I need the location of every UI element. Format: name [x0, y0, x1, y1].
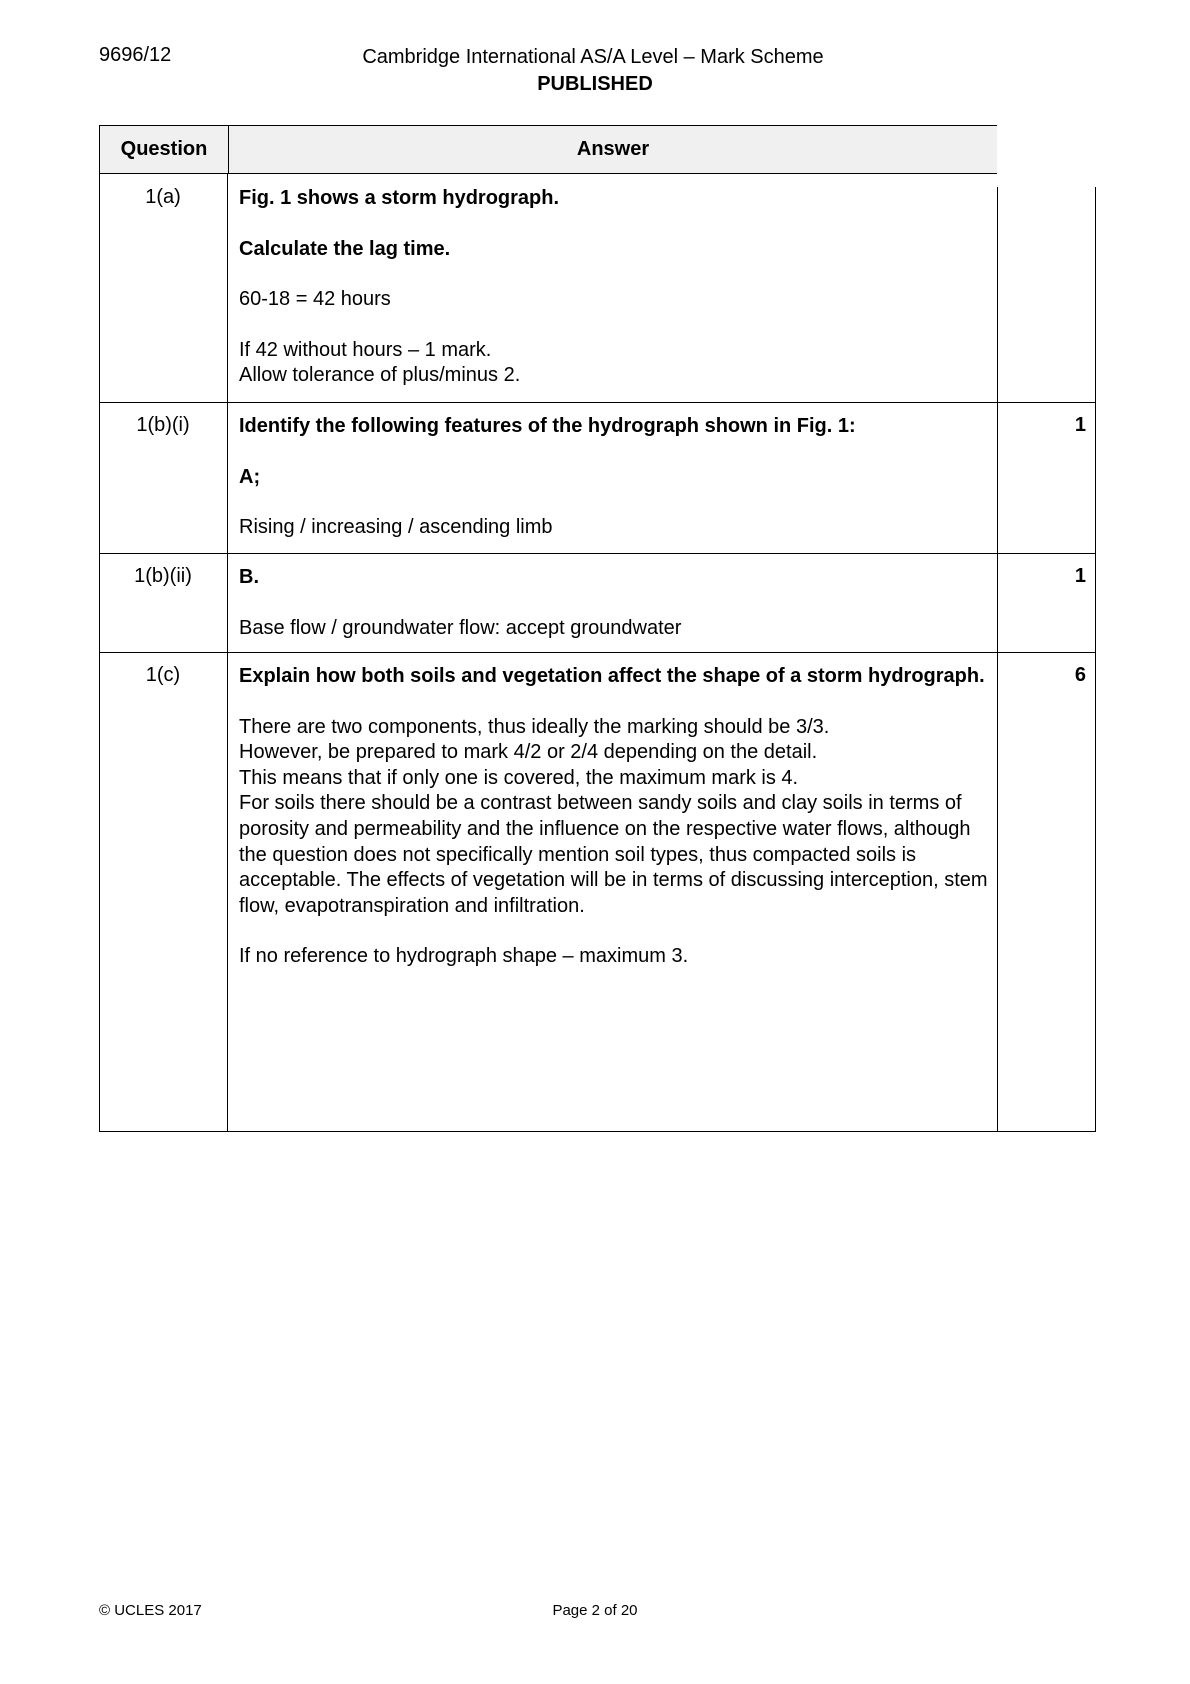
answer-line: Fig. 1 shows a storm hydrograph.	[239, 187, 560, 209]
column-header-question: Question	[100, 126, 229, 173]
header-title: Cambridge International AS/A Level – Mark Scheme	[362, 46, 824, 68]
column-header-answer: Answer	[576, 138, 650, 160]
table-row	[99, 553, 1096, 652]
table-header-row	[99, 125, 997, 174]
marks-cell: 1	[1074, 565, 1086, 587]
answer-line: Rising / increasing / ascending limb	[239, 516, 553, 539]
marks-cell: 6	[1074, 664, 1086, 686]
answer-line: There are two components, thus ideally the marking should be 3/3.	[239, 715, 830, 738]
question-number: 1(a)	[145, 186, 181, 208]
marks-cell: 1	[1074, 414, 1086, 436]
answer-line: If 42 without hours – 1 mark.	[239, 338, 492, 361]
answer-line: Base flow / groundwater flow: accept groundwater	[239, 616, 682, 639]
answer-line: This means that if only one is covered, the maximum mark is 4.	[239, 766, 799, 789]
footer-copyright: © UCLES 2017	[99, 1602, 202, 1619]
answer-line: 60-18 = 42 hours	[239, 288, 391, 311]
answer-cell	[239, 186, 989, 389]
question-number: 1(b)(ii)	[134, 565, 192, 587]
answer-cell	[239, 565, 989, 641]
question-number: 1(b)(i)	[136, 414, 190, 436]
answer-line: Calculate the lag time.	[239, 237, 451, 260]
answer-cell	[239, 414, 989, 541]
answer-line: Allow tolerance of plus/minus 2.	[239, 364, 521, 387]
answer-line: A;	[239, 465, 261, 488]
table-row	[99, 174, 1096, 402]
header-title-block	[0, 44, 1190, 98]
answer-line: For soils there should be a contrast between sandy soils and clay soils in terms of porosity and permeability and the influence on the respective water flows, although the question does not specifically mention soil types, thus compacted soils is acceptable. The effects of vegetation will be in terms of discussing interception, stem flow, evapotranspiration and infiltration.	[239, 792, 988, 917]
answer-line: Identify the following features of the hydrograph shown in Fig. 1:	[239, 415, 856, 437]
answer-line: B.	[239, 566, 259, 588]
answer-cell	[239, 664, 989, 970]
footer-page-number: Page 2 of 20	[552, 1602, 638, 1619]
table-bottom-border	[99, 1131, 1096, 1132]
question-number: 1(c)	[145, 664, 181, 686]
header-code: 9696/12	[99, 44, 172, 66]
answer-line: If no reference to hydrograph shape – maximum 3.	[239, 945, 689, 968]
table-row	[99, 652, 1096, 1131]
header-subtitle: PUBLISHED	[537, 73, 653, 95]
answer-line: Explain how both soils and vegetation affect the shape of a storm hydrograph.	[239, 665, 985, 687]
answer-line: However, be prepared to mark 4/2 or 2/4 depending on the detail.	[239, 741, 818, 764]
table-row	[99, 402, 1096, 553]
